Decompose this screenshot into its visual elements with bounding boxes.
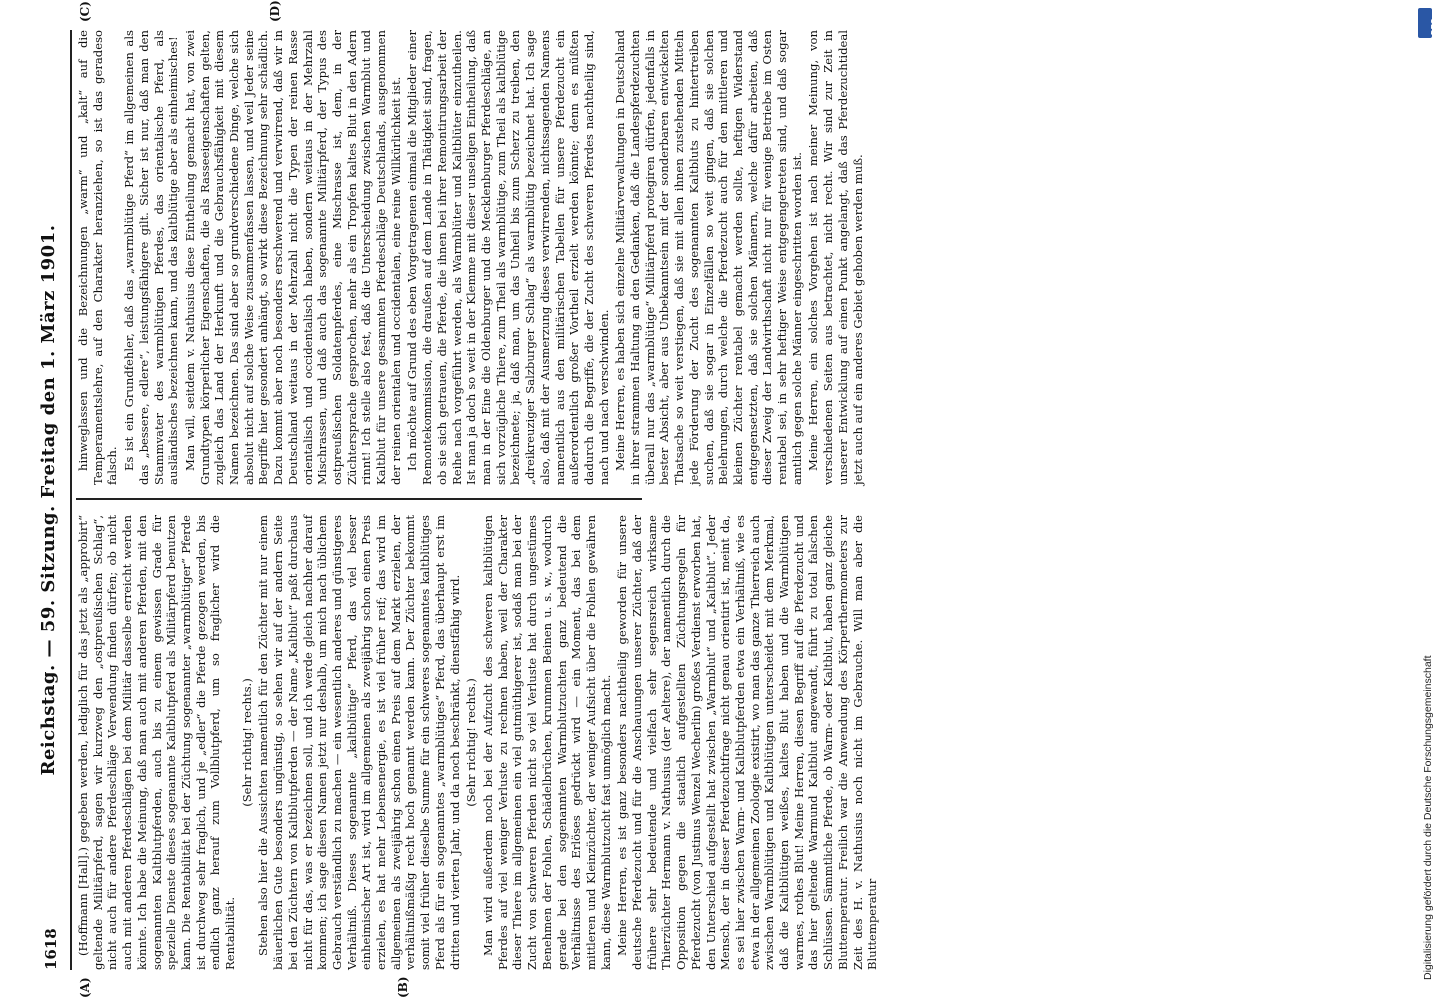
paragraph: Stehen also hier die Aussichten namentlich für den Züchter mit nur einem bäuerlichen Gute besonders ungünstig, so sehen wir auf der andern Seite bei den Züchtern von Kaltblutpferden — der Name „Kaltblut“ paßt durchaus nicht für das, was er bezeichnen soll, und ich werde gleich nachher darauf kommen; ich sage diesen Namen jetzt nur deshalb, um mich nach üblichem Gebrauch verständlich zu machen — ein wesentlich anderes und günstigeres Verhältniß. Dieses sogenannte „kaltblütige“ Pferd, das viel besser einheimischer Art ist, wird im allgemeinen als zweijährig schon einen Preis erzielen, es hat mehr Lebensenergie, es ist viel früher reif; das wird im allgemeinen als zweijährig schon einen Preis auf dem Markt erzielen, der verhältnißmäßig recht hoch genannt werden kann. Der Züchter bekommt somit viel früher dieselbe Summe für ein schweres sogenanntes kaltblütiges Pferd als für ein sogenanntes „warmblütiges“ Pferd, das überhaupt erst im dritten und vierten Jahr, und da noch beschränkt, dienstfähig wird. [256, 515, 462, 970]
paragraph: Es ist ein Grundfehler, daß das „warmblütige Pferd“ im allgemeinen als das „bessere, edlere“, leistungsfähigere gilt. Sicher ist nur, daß man den Stammvater des warmblütigen Pferdes, das orientalische Pferd, als ausländisches bezeichnen kann, und das kaltblütige aber als einheimisches! [122, 30, 181, 485]
margin-mark-c: (C) [78, 1, 92, 22]
page-number: 1618 [42, 928, 60, 970]
paragraph: Meine Herren, es haben sich einzelne Militärverwaltungen in Deutschland in ihrer strammen Haltung an den Gedanken, daß die Landespferdezuchten überall nur das „warmblütige“ Militärpferd protegiren dürfen, jedenfalls in bester Absicht, aber aus Unbekanntsein mit der sonderbaren entwickelten Thatsache so weit verstiegen, daß sie mit allen ihnen zustehenden Mitteln jede Förderung der Zucht des sogenannten Kaltbluts zu hintertreiben suchen, daß sie sogar in Einzelfällen so weit gingen, daß sie solchen Belehrungen, durch welche die Pferdezucht auch für den mittleren und kleinen Züchter rentabel gemacht werden sollte, heftigen Widerstand entgegensetzten, daß sie solchen Männern, welche dafür arbeiten, daß dieser Zweig der Landwirthschaft nicht nur für wenige Betriebe im Osten rentabel sei, in sehr heftiger Weise entgegengetreten sind, und daß sogar amtlich gegen solche Männer eingeschritten worden ist. [613, 30, 804, 485]
column-divider [76, 498, 642, 500]
paragraph: Meine Herren, es ist ganz besonders nachtheilig geworden für unsere deutsche Pferdezucht und für die Anschauungen unserer Züchter, daß der frühere sehr bedeutende und vielfach sehr segensreich wirksame Thierzüchter Hermann v. Nathusius (der Aeltere), der namentlich durch die Opposition gegen die staatlich aufgestellten Züchtungsregeln für Pferdezucht (von Justinus Wenzel Wecherlin) großes Verdienst erworben hat, den Unterschied aufgestellt hat zwischen „Warmblut“ und „Kaltblut“. Jeder Mensch, der in dieser Pferdezuchtfrage nicht genau orientirt ist, meint da, es sei hier zwischen Warm- und Kaltblutpferden etwa ein Verhältniß, wie es etwa in der allgemeinen Zoologie existirt, wo man das ganze Thierreich auch zwischen Warmblütigen und Kaltblütigen unterscheidet mit dem Merkmal, daß die Kaltblütigen weißes, kaltes Blut haben und die Warmblütigen warmes, rothes Blut! Meine Herren, diesen Begriff auf die Pferdezucht und das hier geltende Warmund Kaltblut angewandt, führt zu total falschen Schlüssen. Sämmtliche Pferde, ob Warm- oder Kaltblut, haben ganz gleiche Bluttemperatur. Freilich war die Anwendung des Körperthermometers zur Zeit des H. v. Nathusius noch nicht im Gebrauche. Will man aber die Bluttemperatur [615, 515, 880, 970]
rotated-print-page [36, 0, 880, 998]
paragraph: Meine Herren, ein solches Vorgehen ist nach meiner Meinung, von verschiedenen Seiten aus betrachtet, nicht recht. Wir sind zur Zeit in unserer Entwicklung auf einen Punkt angelangt, daß das Pferdezuchtideal jetzt auch auf ein anderes Gebiet gehoben werden muß. [806, 30, 865, 485]
digitization-credit-text: Digitalisierung gefördert durch die Deutsche Forschungsgemeinschaft [1422, 655, 1434, 980]
margin-mark-b: (B) [396, 976, 410, 998]
right-text-column [76, 30, 865, 485]
paragraph: hinweglassen und die Bezeichnungen „warm“ und „kalt“ auf die Temperamentslehre, auf den Charakter heranziehen, so ist das geradeso falsch. [76, 30, 120, 485]
page-header [36, 30, 72, 970]
interjection: (Sehr richtig! rechts.) [239, 678, 254, 807]
margin-mark-a: (A) [78, 977, 92, 998]
paragraph: (Hoffmann [Hall].) gegeben werden, lediglich für das jetzt als „approbirt“ geltende Militärpferd, sagen wir kurzweg den „ostpreußischen Schlag“, nicht auch für andere Pferdeschläge Verwendung finden dürfen; ob nicht auch mit anderen Pferdeschlägen bei dem Militär dasselbe erreicht werden könnte. Ich habe die Meinung, daß man auch mit anderen Pferden, mit den sogenannten Kaltblutpferden, auch bis zu einem gewissen Grade für spezielle Dienste dieses sogenannte Kaltblutpferd als Militärpferd benutzen kann. Die Rentabilität bei der Züchtung sogenannter „warmblütiger“ Pferde ist durchweg sehr fraglich, und je „edler“ die Pferde gezogen werden, bis endlich ganz herauf zum Vollblutpferd, um so fraglicher wird die Rentabilität. [76, 515, 238, 970]
dfg-logo [1418, 8, 1439, 38]
left-text-column [76, 515, 880, 970]
paragraph: Man will, seitdem v. Nathusius diese Eintheilung gemacht hat, von zwei Grundtypen körperlicher Eigenschaften, die als Rasseeigenschaften gelten, zugleich das Land der Herkunft und die Gebrauchsfähigkeit mit diesem Namen bezeichnen. Das sind aber so grundverschiedene Dinge, welche sich absolut nicht auf solche Weise zusammenfassen lassen, und weil Jeder seine Begriffe hier gesondert anhängt, so wirkt diese Bezeichnung sehr schädlich. Dazu kommt aber noch besonders erschwerend und verwirrend, daß wir in Deutschland weitaus in der Mehrzahl nicht die Typen der reinen Rasse orientalisch und occidentalisch haben, sondern weitaus in der Mehrzahl Mischrassen, und daß auch das sogenannte Militärpferd, der Typus des ostpreußischen Soldatenpferdes, eine Mischrasse ist, dem, in der Züchtersprache gesprochen, mehr als ein Tropfen kaltes Blut in den Adern rinnt! Ich stelle also fest, daß die Unterscheidung zwischen Warmblut und Kaltblut für unsere gesammten Pferdeschläge Deutschlands, ausgenommen der reinen orientalen und occidentalen, eine reine Willkürlichkeit ist. [182, 30, 403, 485]
interjection: (Sehr richtig! rechts.) [464, 678, 479, 807]
digitization-credit [1404, 10, 1434, 990]
paragraph: Ich möchte auf Grund des eben Vorgetragenen einmal die Mitglieder einer Remontekommission, die draußen auf dem Lande in Thätigkeit sind, fragen, ob sie sich getrauen, die Pferde, die ihnen bei ihrer Remontirungsarbeit der Reihe nach vorgeführt werden, als Warmblüter und Kaltblüter einzutheilen. Ist man ja doch so weit in der Klemme mit dieser unseligen Eintheilung, daß man in der Eine die Oldenburger und die Mecklenburger Pferdeschläge, an sich vorzügliche Thiere, zum Theil als warmblütige, zum Theil als kaltblütige bezeichnete; ja, daß man, um das Unheil bis zum Scherz zu treiben, den „dreikreuziger Salzburger Schlag“ als warmblütig bezeichnet hat. Ich sage also, daß mit der Ausmerzung dieses verwirrenden, nichtssagenden Namens namentlich aus den militärischen Tabellen für unsere Pferdezucht ein außerordentlich großer Vortheil erzielt werden könnte; denn es müßten dadurch die Begriffe, die der Zucht des schweren Pferdes nachtheilig sind, nach und nach verschwinden. [405, 30, 611, 485]
paragraph: Man wird außerdem noch bei der Aufzucht des schweren kaltblütigen Pferdes auf viel weniger Verluste zu rechnen haben, weil der Charakter dieser Thiere im allgemeinen ein viel gutmüthigerer ist, sodaß man bei der Zucht von schweren Pferden nicht so viel Verluste hat durch ungestümes Benehmen der Fohlen, Schädelbrüchen, krummen Beinen u. s. w., wodurch gerade bei den sogenannten Warmblutzuchten ganz bedeutend die Verhältnisse des Erlöses gedrückt wird — ein Moment, das bei dem mittleren und Kleinzüchter, der weniger Aufsicht über die Fohlen gewähren kann, diese Warmblutzucht fast unmöglich macht. [480, 515, 613, 970]
margin-mark-d: (D) [268, 0, 282, 22]
page-title: Reichstag. — 59. Sitzung. Freitag den 1. März 1901. [38, 224, 59, 776]
dfg-logo-text: DFG [1430, 18, 1439, 35]
